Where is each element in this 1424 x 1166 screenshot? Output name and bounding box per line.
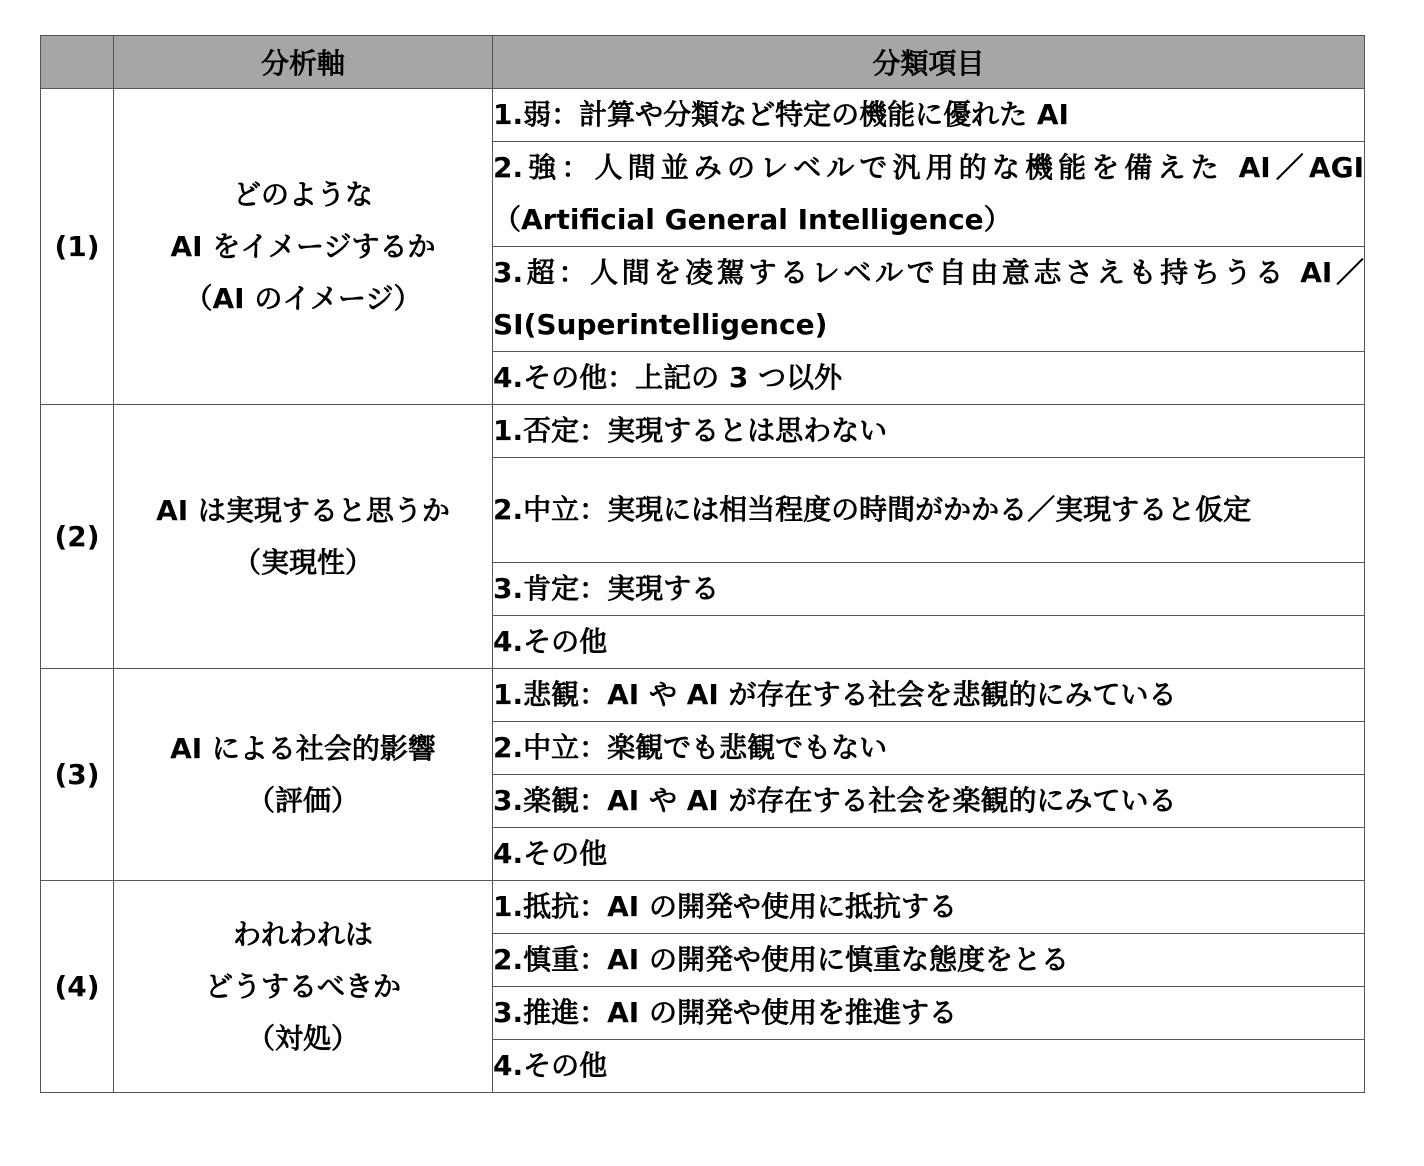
header-row — [41, 36, 1365, 89]
header-axis-cell: 分析軸 — [114, 36, 493, 89]
table-row — [41, 405, 1365, 458]
classification-item: 2.慎重：AI の開発や使用に慎重な態度をとる — [493, 934, 1365, 987]
classification-item: 1.抵抗：AI の開発や使用に抵抗する — [493, 881, 1365, 934]
group-number: (4) — [41, 881, 114, 1093]
axis-line: どうするべきか — [204, 969, 401, 1003]
classification-item: 1.悲観：AI や AI が存在する社会を悲観的にみている — [493, 669, 1365, 722]
analysis-axis — [114, 89, 493, 405]
axis-line: （AI のイメージ） — [184, 281, 422, 315]
classification-item: 4.その他：上記の 3 つ以外 — [493, 352, 1365, 405]
axis-line: AI は実現すると思うか — [156, 493, 450, 527]
group-number: (3) — [41, 669, 114, 881]
analysis-axis — [114, 881, 493, 1093]
classification-item: 3.楽観：AI や AI が存在する社会を楽観的にみている — [493, 775, 1365, 828]
header-item-cell: 分類項目 — [493, 36, 1365, 89]
header-number-cell — [41, 36, 114, 89]
classification-item: 1.弱：計算や分類など特定の機能に優れた AI — [493, 89, 1365, 142]
group-number: (2) — [41, 405, 114, 669]
axis-line: どのような — [232, 177, 373, 211]
axis-line: （対処） — [246, 1021, 359, 1055]
classification-table — [40, 35, 1365, 1093]
axis-line: AI による社会的影響 — [170, 731, 436, 765]
analysis-axis — [114, 669, 493, 881]
analysis-axis — [114, 405, 493, 669]
table-row — [41, 881, 1365, 934]
classification-item: 4.その他 — [493, 1040, 1365, 1093]
classification-item: 3.超：人間を凌駕するレベルで自由意志さえも持ちうる AI／SI(Superintelligence) — [493, 247, 1365, 352]
classification-item: 3.推進：AI の開発や使用を推進する — [493, 987, 1365, 1040]
table-body — [41, 89, 1365, 1093]
axis-line: われわれは — [232, 917, 373, 951]
classification-item: 2.中立：楽観でも悲観でもない — [493, 722, 1365, 775]
classification-item: 4.その他 — [493, 828, 1365, 881]
classification-item: 2.強：人間並みのレベルで汎用的な機能を備えた AI／AGI（Artificial General Intelligence） — [493, 142, 1365, 247]
table-row — [41, 669, 1365, 722]
classification-item: 3.肯定：実現する — [493, 563, 1365, 616]
group-number: (1) — [41, 89, 114, 405]
classification-item: 1.否定：実現するとは思わない — [493, 405, 1365, 458]
axis-line: AI をイメージするか — [170, 229, 436, 263]
table-row — [41, 89, 1365, 142]
axis-line: （実現性） — [232, 545, 373, 579]
axis-line: （評価） — [246, 783, 359, 817]
classification-item: 4.その他 — [493, 616, 1365, 669]
classification-item: 2.中立：実現には相当程度の時間がかかる／実現すると仮定 — [493, 458, 1365, 563]
table-header — [41, 36, 1365, 89]
